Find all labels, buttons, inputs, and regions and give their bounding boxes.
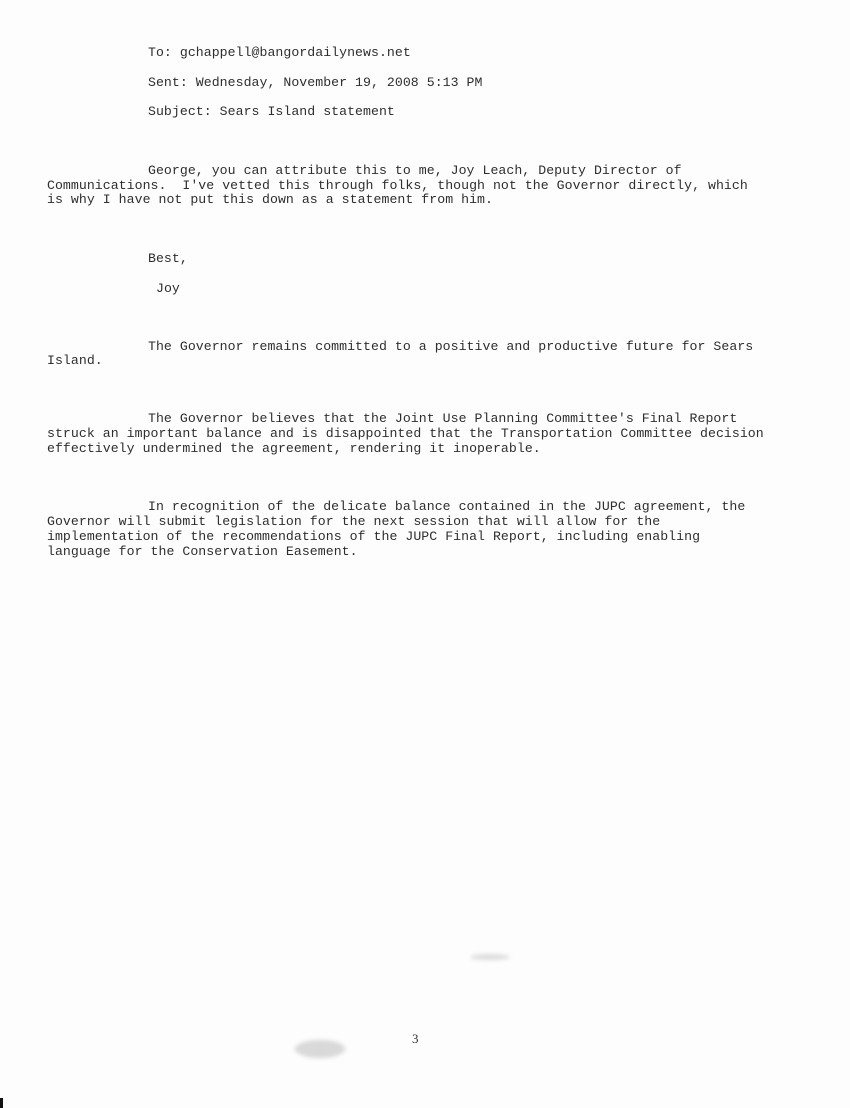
signoff-name: Joy bbox=[156, 281, 180, 296]
intro-line-3: is why I have not put this down as a statement from him. bbox=[47, 192, 493, 207]
email-subject-line: Subject: Sears Island statement bbox=[148, 104, 395, 119]
statement-p3-line-3: implementation of the recommendations of the JUPC Final Report, including enabling bbox=[47, 529, 701, 544]
statement-p3-line-2: Governor will submit legislation for the next session that will allow for the bbox=[47, 514, 661, 529]
statement-p2-line-1: The Governor believes that the Joint Use Planning Committee's Final Report bbox=[148, 411, 738, 426]
statement-p1-line-2: Island. bbox=[47, 353, 103, 368]
intro-line-2: Communications. I've vetted this through folks, though not the Governor directly, which bbox=[47, 178, 748, 193]
scan-smudge bbox=[295, 1040, 345, 1058]
signoff-closing: Best, bbox=[148, 251, 188, 266]
statement-p3-line-4: language for the Conservation Easement. bbox=[47, 544, 358, 559]
statement-p2-line-2: struck an important balance and is disappointed that the Transportation Committee decision bbox=[47, 426, 764, 441]
statement-p2-line-3: effectively undermined the agreement, rendering it inoperable. bbox=[47, 441, 541, 456]
statement-p1-line-1: The Governor remains committed to a positive and productive future for Sears bbox=[148, 339, 754, 354]
statement-p3-line-1: In recognition of the delicate balance contained in the JUPC agreement, the bbox=[148, 499, 746, 514]
scan-edge-mark bbox=[0, 1098, 3, 1108]
scan-smudge bbox=[470, 954, 510, 960]
page-number: 3 bbox=[412, 1031, 419, 1046]
intro-line-1: George, you can attribute this to me, Joy Leach, Deputy Director of bbox=[148, 163, 682, 178]
email-to-line: To: gchappell@bangordailynews.net bbox=[148, 45, 411, 60]
email-sent-line: Sent: Wednesday, November 19, 2008 5:13 PM bbox=[148, 75, 483, 90]
